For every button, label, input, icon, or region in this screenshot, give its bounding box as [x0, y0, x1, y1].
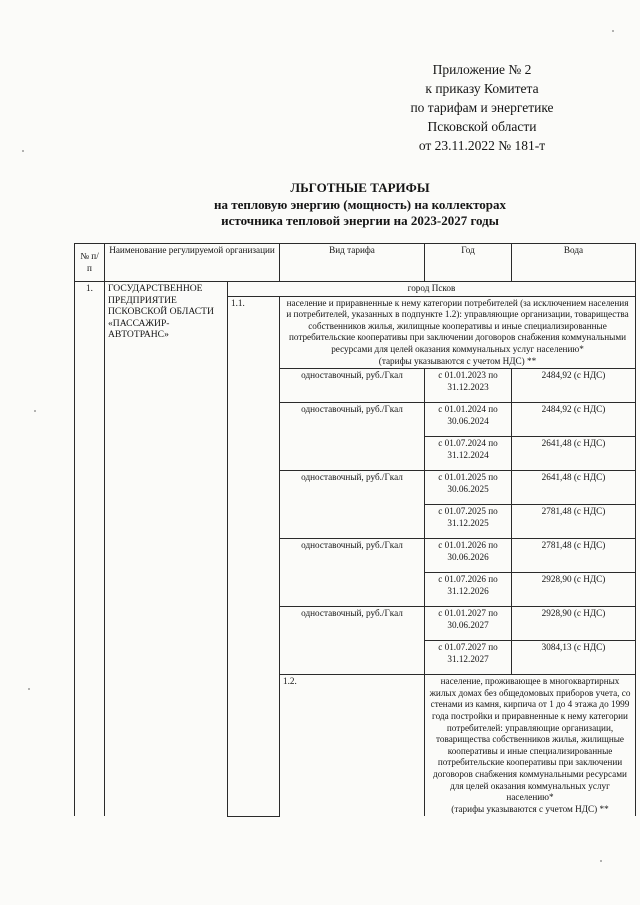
header-water: Вода: [512, 244, 636, 282]
title-line: источника тепловой энергии на 2023-2027 годы: [221, 213, 499, 228]
period: с 01.07.2026 по 31.12.2026: [425, 573, 512, 607]
period: с 01.01.2023 по 31.12.2023: [425, 369, 512, 403]
header-num: № п/п: [75, 244, 105, 282]
title-line: на тепловую энергию (мощность) на коллекторах: [213, 196, 507, 212]
organization-name: ГОСУДАРСТВЕННОЕ ПРЕДПРИЯТИЕ ПСКОВСКОЙ ОБЛАСТИ «ПАССАЖИР-АВТОТРАНС»: [105, 282, 228, 817]
scan-speck: [612, 30, 614, 32]
period: с 01.07.2024 по 31.12.2024: [425, 437, 512, 471]
scan-speck: [28, 688, 30, 690]
appendix-line: по тарифам и энергетике: [410, 100, 554, 115]
header-year: Год: [425, 244, 512, 282]
tariff-value: 2928,90 (с НДС): [512, 573, 636, 607]
tariff-value: 2641,48 (с НДС): [512, 437, 636, 471]
scan-speck: [600, 860, 602, 862]
category-text: население, проживающее в многоквартирных жилых домах без общедомовых приборов учета, со стенами из камня, кирпича от 1 до 4 этажа до 1999 года постройки и приравненные к нему категории потребителей: управляющие организации, товарищества собственников жилья, жилищные кооперативы и иные специализированные потребительские кооперативы при заключении договоров снабжения коммунальными ресурсами для целей оказания коммунальных услуг населению*: [429, 676, 631, 803]
document-title: [150, 180, 570, 230]
consumer-category: [425, 675, 636, 817]
scan-speck: [34, 410, 36, 412]
appendix-line: Приложение № 2: [432, 62, 532, 77]
scan-speck: [22, 150, 24, 152]
consumer-category: [280, 296, 636, 369]
appendix-block: [382, 60, 582, 155]
appendix-line: от 23.11.2022 № 181-т: [418, 138, 546, 153]
header-tariff-type: Вид тарифа: [280, 244, 425, 282]
table-row: [75, 282, 636, 297]
tariff-value: 2641,48 (с НДС): [512, 471, 636, 505]
city-name: город Псков: [228, 282, 636, 297]
period: с 01.01.2027 по 30.06.2027: [425, 607, 512, 641]
tariff-type: одноставочный, руб./Гкал: [280, 539, 425, 607]
title-line: ЛЬГОТНЫЕ ТАРИФЫ: [290, 180, 430, 195]
tariff-value: 2484,92 (с НДС): [512, 403, 636, 437]
category-text: население и приравненные к нему категории потребителей (за исключением населения и потребителей, указанных в подпункте 1.2): управляющие организации, товарищества собственников жилья, жилищные кооперативы и иные специализированные потребительские кооперативы при заключении договоров снабжения коммунальными ресурсами для целей оказания коммунальных услуг населению*: [286, 297, 629, 354]
period: с 01.07.2025 по 31.12.2025: [425, 505, 512, 539]
table-header-row: [75, 244, 636, 282]
period: с 01.01.2024 по 30.06.2024: [425, 403, 512, 437]
header-org: Наименование регулируемой организации: [105, 244, 280, 282]
tariff-value: 3084,13 (с НДС): [512, 641, 636, 675]
tariff-value: 2928,90 (с НДС): [512, 607, 636, 641]
category-note: (тарифы указываются с учетом НДС) **: [378, 355, 537, 366]
period: с 01.07.2027 по 31.12.2027: [425, 641, 512, 675]
appendix-line: к приказу Комитета: [425, 81, 539, 96]
tariff-value: 2781,48 (с НДС): [512, 505, 636, 539]
tariff-type: одноставочный, руб./Гкал: [280, 369, 425, 403]
tariff-type: одноставочный, руб./Гкал: [280, 607, 425, 675]
row-num: 1.: [75, 282, 105, 817]
tariff-type: одноставочный, руб./Гкал: [280, 471, 425, 539]
section-num: 1.1.: [228, 296, 280, 816]
period: с 01.01.2026 по 30.06.2026: [425, 539, 512, 573]
period: с 01.01.2025 по 30.06.2025: [425, 471, 512, 505]
tariff-value: 2781,48 (с НДС): [512, 539, 636, 573]
category-note: (тарифы указываются с учетом НДС) **: [451, 803, 609, 814]
tariff-table: [74, 243, 636, 817]
tariff-value: 2484,92 (с НДС): [512, 369, 636, 403]
section-num: 1.2.: [280, 675, 425, 817]
appendix-line: Псковской области: [427, 119, 537, 134]
tariff-type: одноставочный, руб./Гкал: [280, 403, 425, 471]
